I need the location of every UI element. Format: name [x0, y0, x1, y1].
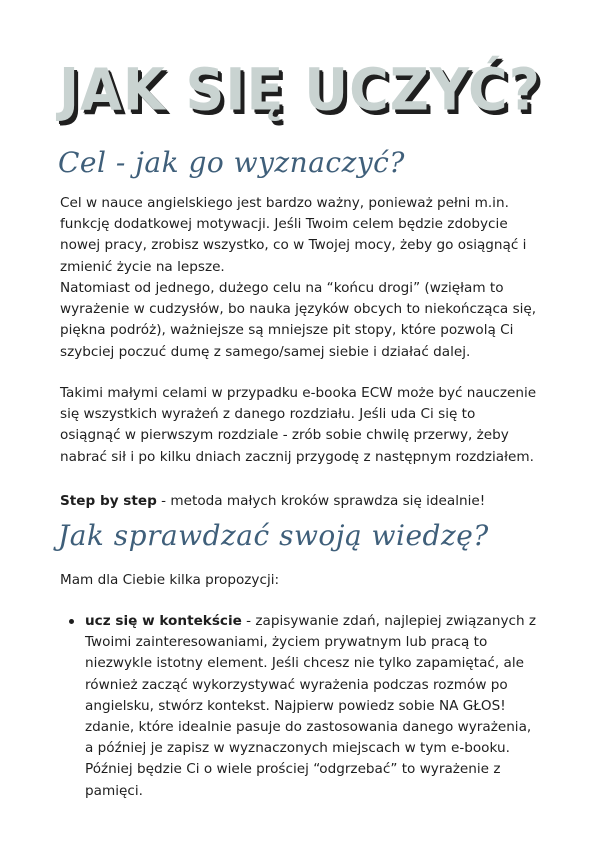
- paragraph-small-goals: Natomiast od jednego, dużego celu na “końcu drogi” (wzięłam to wyrażenie w cudzysłów, bo nauka języków obcych to niekończąca się, piękna podróż), ważniejsze są mniejsze pit stopy, które pozwolą Ci szybciej poczuć dumę z samego/samej siebie i działać dalej.: [60, 280, 537, 360]
- step-by-step-bold: Step by step: [60, 493, 157, 509]
- list-item: [60, 611, 540, 802]
- paragraph-step-by-step: [60, 491, 540, 512]
- bullet-icon: [69, 619, 74, 624]
- proposals-list: [60, 611, 540, 802]
- paragraph-goal-importance: Cel w nauce angielskiego jest bardzo ważny, ponieważ pełni m.in. funkcję dodatkowej motywacji. Jeśli Twoim celem będzie zdobycie nowej pracy, zrobisz wszystko, co w Twojej mocy, żeby go osiągnąć i zmienić życie na lepsze.: [60, 195, 527, 275]
- section-heading-check-knowledge: Jak sprawdzać swoją wiedzę?: [58, 519, 489, 552]
- step-by-step-text: - metoda małych kroków sprawdza się idealnie!: [156, 493, 486, 509]
- section-heading-goal: Cel - jak go wyznaczyć?: [58, 146, 405, 179]
- list-item-text: - zapisywanie zdań, najlepiej związanych z Twoimi zainteresowaniami, życiem prywatnym lub pracą to niezwykle istotny element. Jeśli chcesz nie tylko zapamiętać, ale również zacząć wykorzystywać wyrażenia podczas rozmów po angielsku, stwórz kontekst. Najpierw powiedz sobie NA GŁOS! zdanie, które idealnie pasuje do zastosowania danego wyrażenia, a później je zapisz w wyznaczonych miejscach w tym e-booku. Później będzie Ci o wiele prościej “odgrzebać” to wyrażenie z pamięci.: [85, 613, 537, 799]
- paragraph-ebook-goals: Takimi małymi celami w przypadku e-booka ECW może być nauczenie się wszystkich wyrażeń z danego rozdziału. Jeśli uda Ci się to osiągnąć w pierwszym rozdziale - zrób sobie chwilę przerwy, żeby nabrać sił i po kilku dniach zacznij przygodę z następnym rozdziałem.: [60, 385, 537, 465]
- paragraph-proposals-intro: Mam dla Ciebie kilka propozycji:: [60, 572, 280, 588]
- page-title: JAK SIĘ UCZYĆ?: [59, 55, 541, 124]
- list-item-bold: ucz się w kontekście: [85, 613, 242, 629]
